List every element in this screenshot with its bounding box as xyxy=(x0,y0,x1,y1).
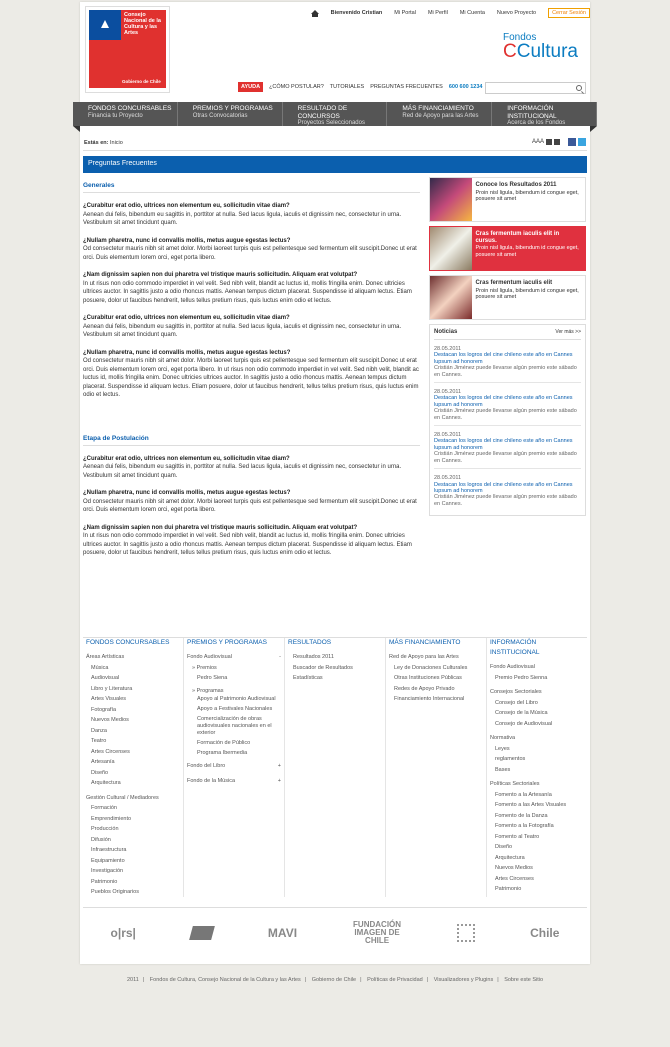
welcome-text: Bienvenido Cristian xyxy=(330,10,383,16)
centro-logo-icon[interactable] xyxy=(189,926,215,940)
nav-resultados[interactable]: RESULTADO DE CONCURSOS Proyectos Seleccionados xyxy=(283,102,388,126)
footer-link[interactable]: Nuevos Medios xyxy=(495,865,533,871)
faq-item: ¿Curabitur erat odio, ultrices non elementum eu, sollicitudin vitae diam? Aenean dui felis, bibendum eu sagittis in, porttitor at nulla. Sed lacus ligula, iaculis et dignissim nec, consectetur in urna. Vestibulum sit amet tincidunt quam. xyxy=(83,455,402,479)
breadcrumb: Estás en: Inicio xyxy=(84,140,123,146)
news-more-link[interactable]: Ver más >> xyxy=(555,329,581,335)
footer-link[interactable]: Producción xyxy=(91,826,119,832)
chile-logo[interactable]: Chile xyxy=(530,925,560,940)
footer-col-premios: PREMIOS Y PROGRAMAS Fondo Audiovisual - » Premios Pedro Siena » Programas Apoyo al Patrimonio Audiovisual Apoyo a Festivales Nacionales Comercialización de obras audiovisuales nacionales en el exterior Formación de Público Programa Ibermedia Fondo del Libro + Fondo de la Música + xyxy=(184,638,285,897)
imagen-de-chile-logo[interactable]: FUNDACIÓN IMAGEN DE CHILE xyxy=(353,919,402,945)
plus-icon[interactable] xyxy=(546,139,552,145)
footer-link[interactable]: Patrimonio xyxy=(495,886,522,892)
footer-link[interactable]: Artes Visuales xyxy=(91,696,127,702)
twitter-icon[interactable] xyxy=(578,138,586,146)
footer-link[interactable]: Formación de Público xyxy=(197,740,251,746)
ors-logo[interactable]: o|rs| xyxy=(110,925,136,940)
footer-link[interactable]: Resultados 2011 xyxy=(293,654,334,660)
faq-content xyxy=(83,182,420,567)
footer-link[interactable]: Consejo del Libro xyxy=(495,699,538,706)
page-tools xyxy=(532,138,586,146)
sidebar xyxy=(429,177,586,516)
footer-link[interactable]: Consejo de Audiovisual xyxy=(495,720,553,727)
breadcrumb-home[interactable]: Inicio xyxy=(110,140,123,146)
footer-link[interactable]: Artes Circenses xyxy=(495,875,534,882)
footer-link[interactable]: Redes de Apoyo Privado xyxy=(394,685,455,692)
logout-button[interactable]: Cerrar Sesión xyxy=(548,8,590,18)
footer-link[interactable]: Buscador de Resultados xyxy=(293,664,353,671)
footer-link[interactable]: Leyes xyxy=(495,745,510,752)
link-mi-cuenta[interactable]: Mi Cuenta xyxy=(459,10,485,16)
footer-col-fondos: FONDOS CONCURSABLES Áreas Artísticas Música Audiovisual Libro y Literatura Artes Visuales Fotografía Nuevos Medios Danza Teatro Artes Circenses Artesanía Diseño Arquitectura Gestión Cultural / Mediadores Formación Emprendimiento Producción Difusión Infraestructura Equipamiento Investigación Patrimonio Pueblos Originarios xyxy=(83,638,184,897)
footer-link[interactable]: Fomento a la Artesanía xyxy=(495,791,552,798)
footer-link[interactable]: Música xyxy=(91,664,109,671)
help-button[interactable]: AYUDA xyxy=(238,82,263,92)
news-box xyxy=(429,324,586,516)
footer-link[interactable]: Equipamiento xyxy=(91,857,125,864)
footer-link[interactable]: Fomento al Teatro xyxy=(495,833,540,840)
footer-link[interactable]: Fomento a la Fotografía xyxy=(495,823,554,829)
footer-link[interactable]: Consejo de la Música xyxy=(495,710,548,716)
cnca-logo[interactable] xyxy=(85,6,170,93)
faq-item: ¿Curabitur erat odio, ultrices non elementum eu, sollicitudin vitae diam? Aenean dui felis, bibendum eu sagittis in, porttitor at nulla. Sed lacus ligula, iaculis et dignissim nec, consectetur in urna. Vestibulum sit amet tincidunt quam. xyxy=(83,203,402,226)
footer-link[interactable]: Ley de Donaciones Culturales xyxy=(394,664,468,671)
promo-card[interactable]: Conoce los Resultados 2011 Proin nisl ligula, bibendum id congue eget, posuere sit amet xyxy=(429,177,586,222)
partner-logos xyxy=(83,907,587,957)
footer-link[interactable]: Teatro xyxy=(91,738,107,744)
footer-link[interactable]: Difusión xyxy=(91,836,111,843)
footer-link[interactable]: Patrimonio xyxy=(91,878,118,885)
footer-link[interactable]: Premio Pedro Sienna xyxy=(495,674,548,681)
minus-icon[interactable] xyxy=(554,139,560,145)
link-nuevo-proyecto[interactable]: Nuevo Proyecto xyxy=(496,10,537,16)
nav-fondos[interactable]: FONDOS CONCURSABLES Financia tu Proyecto xyxy=(73,102,178,126)
footer-col-institucional: INFORMACIÓN INSTITUCIONAL Fondo Audiovisual Premio Pedro Sienna Consejos Sectoriales Consejo del Libro Consejo de la Música Consejo de Audiovisual Normativa Leyes reglamentos Bases Políticas Sectoriales Fomento a la Artesanía Fomento a las Artes Visuales Fomento de la Danza Fomento a la Fotografía Fomento al Teatro Diseño Arquitectura Nuevos Medios Artes Circenses Patrimonio xyxy=(487,638,587,897)
faq-item: ¿Nullam pharetra, nunc id convallis mollis, metus augue egestas lectus? Od consectetur mauris nibh sit amet dolor. Morbi laoreet turpis quis est pellentesque sed fermentum elit suscipit.Donec ut erat orci. Duis elementum lorem orci, eget porta libero. xyxy=(83,237,417,261)
news-item[interactable]: 28.05.2011 Destacan los logros del cine chileno este año en Cannes lupsum ad honorem Cristián Jiménez puede llevarse algún premio este sábado en Cannes. xyxy=(434,383,581,426)
footer-link[interactable]: Diseño xyxy=(91,769,109,776)
faq-item: ¿Nullam pharetra, nunc id convallis mollis, metus augue egestas lectus? Od consectetur mauris nibh sit amet dolor. Morbi laoreet turpis quis est pellentesque sed fermentum elit suscipit.Donec ut erat orci. Duis elementum lorem orci, eget porta libero. In ut risus non odio commodo imperdiet in vel velit. Sed nibh velit, blandit ac luctus id, mollis fringilla enim. Donec ultricies ultrices auctor. In sagittis justo a odio rhoncus mattis. Aenean tempus dictum placerat. Suspendisse id aliquam lectus. Etiam posuere, dolor ut faucibus hendrerit, tellus tellus pretium risus, quis luctus enim odio et lectus. xyxy=(83,349,419,398)
news-item[interactable]: 28.05.2011 Destacan los logros del cine chileno este año en Cannes lupsum ad honorem Cristián Jiménez puede llevarse algún premio este sábado en Cannes. xyxy=(434,340,581,383)
promo-image xyxy=(430,178,472,221)
footer-link[interactable]: Artes Circenses xyxy=(91,748,130,755)
top-bar xyxy=(299,8,590,18)
footer-link[interactable]: Fomento de la Danza xyxy=(495,812,548,819)
faq-item: ¿Nullam pharetra, nunc id convallis mollis, metus augue egestas lectus? Od consectetur mauris nibh sit amet dolor. Morbi laoreet turpis quis est pellentesque sed fermentum elit suscipit.Donec ut erat orci. Duis elementum lorem orci, eget porta libero. xyxy=(83,490,417,513)
footer-link[interactable]: Infraestructura xyxy=(91,847,127,853)
footer-link[interactable]: Estadísticas xyxy=(293,675,323,681)
footer-link[interactable]: Financiamiento Internacional xyxy=(394,696,465,702)
page-title: Preguntas Frecuentes xyxy=(83,156,587,173)
footer-link[interactable]: Apoyo al Patrimonio Audiovisual xyxy=(197,696,276,702)
fondos-cultura-brand[interactable]: Fondos CCultura xyxy=(503,32,578,62)
faq-item: ¿Nam dignissim sapien non dui pharetra vel tristique mauris sollicitudin. Aliquam erat volutpat? In ut risus non odio commodo imperdiet in vel velit. Sed nibh velit, blandit ac luctus id, mollis fringilla enim. Donec ultricies ultrices auctor. In sagittis justo a odio rhoncus mattis. Aenean tempus dictum placerat. Suspendisse id aliquam lectus. Etiam posuere, dolor ut faucibus hendrerit, tellus tellus pretium risus, quis luctus enim odio et lectus. xyxy=(83,272,412,304)
footer-col-financiamiento: MÁS FINANCIAMIENTO Red de Apoyo para las Artes Ley de Donaciones Culturales Otras Instituciones Públicas Redes de Apoyo Privado Financiamiento Internacional xyxy=(386,638,487,897)
footer-link[interactable]: Investigación xyxy=(91,868,124,874)
home-icon[interactable] xyxy=(311,10,319,17)
faq-item: ¿Curabitur erat odio, ultrices non elementum eu, sollicitudin vitae diam? Aenean dui felis, bibendum eu sagittis in, porttitor at nulla. Sed lacus ligula, iaculis et dignissim nec, consectetur in urna. Vestibulum sit amet tincidunt quam. xyxy=(83,315,402,338)
link-como-postular[interactable]: ¿CÓMO POSTULAR? xyxy=(269,84,324,90)
footer-link[interactable]: Audiovisual xyxy=(91,675,120,681)
copyright-bar: 2011 | Fondos de Cultura, Consejo Nacional de la Cultura y las Artes | Gobierno de Chile | Políticas de Privacidad | Visualizadores y Plugins | Sobre este Sitio xyxy=(126,977,544,983)
news-title: Noticias xyxy=(434,329,458,335)
footer-link[interactable]: Artesanía xyxy=(91,759,115,765)
moneda-logo-icon[interactable] xyxy=(457,924,475,942)
page xyxy=(80,2,590,964)
footer-link[interactable]: Otras Instituciones Públicas xyxy=(394,675,462,681)
footer-link[interactable]: Nuevos Medios xyxy=(91,717,129,723)
font-size-control[interactable]: AAA xyxy=(531,139,544,145)
facebook-icon[interactable] xyxy=(568,138,576,146)
footer-link[interactable]: Libro y Literatura xyxy=(91,685,133,692)
section-title: Etapa de Postulación xyxy=(83,435,420,446)
divider xyxy=(83,150,587,151)
promo-card[interactable]: Cras fermentum iaculis elit Proin nisl ligula, bibendum id congue eget, posuere sit amet xyxy=(429,275,586,320)
logo-title: Consejo Nacional de la Cultura y las Artes xyxy=(121,10,166,88)
search-icon[interactable] xyxy=(576,85,582,91)
footer-link[interactable]: Pueblos Originarios xyxy=(91,889,139,895)
link-mi-perfil[interactable]: Mi Perfil xyxy=(427,10,448,16)
nav-financiamiento[interactable]: MÁS FINANCIAMIENTO Red de Apoyo para las Artes xyxy=(387,102,492,126)
footer-link[interactable]: Comercialización de obras audiovisuales nacionales en el exterior xyxy=(197,716,272,736)
footer-link[interactable]: Bases xyxy=(495,766,511,773)
footer-link[interactable]: Apoyo a Festivales Nacionales xyxy=(197,706,273,712)
footer-link[interactable]: reglamentos xyxy=(495,756,526,762)
footer-link[interactable]: Programa Ibermedia xyxy=(197,750,248,756)
footer-link[interactable]: Diseño xyxy=(495,844,513,850)
link-tutoriales[interactable]: TUTORIALES xyxy=(329,84,365,90)
promo-image xyxy=(430,276,472,319)
link-preguntas[interactable]: PREGUNTAS FRECUENTES xyxy=(370,84,443,90)
footer-link[interactable]: Arquitectura xyxy=(495,854,525,861)
promo-image xyxy=(430,227,472,270)
footer-col-resultados: RESULTADOS Resultados 2011 Buscador de Resultados Estadísticas xyxy=(285,638,386,897)
nav-premios[interactable]: PREMIOS Y PROGRAMAS Otras Convocatorias xyxy=(178,102,283,126)
footer-sitemap xyxy=(83,637,587,897)
footer-link[interactable]: Emprendimiento xyxy=(91,815,132,822)
footer-link[interactable]: Danza xyxy=(91,727,107,734)
faq-item: ¿Nam dignissim sapien non dui pharetra vel tristique mauris sollicitudin. Aliquam erat volutpat? In ut risus non odio commodo imperdiet in vel velit. Sed nibh velit, blandit ac luctus id, mollis fringilla enim. Donec ultricies ultrices auctor. In sagittis justo a odio rhoncus mattis. Aenean tempus dictum placerat. Suspendisse id aliquam lectus. Etiam posuere, dolor ut faucibus hendrerit, tellus tellus pretium risus, quis luctus enim odio et lectus. xyxy=(83,524,412,556)
news-item[interactable]: 28.05.2011 Destacan los logros del cine chileno este año en Cannes lupsum ad honorem Cristián Jiménez puede llevarse algún premio este sábado en Cannes. xyxy=(434,426,581,469)
main-nav xyxy=(73,102,597,126)
promo-card[interactable]: Cras fermentum iaculis elit in cursus. Proin nisl ligula, bibendum id congue eget, posuere sit amet xyxy=(429,226,586,271)
search-input[interactable] xyxy=(485,82,586,94)
footer-link[interactable]: Fomento a las Artes Visuales xyxy=(495,802,567,808)
news-item[interactable]: 28.05.2011 Destacan los logros del cine chileno este año en Cannes lupsum ad honorem Cristián Jiménez puede llevarse algún premio este sábado en Cannes. xyxy=(434,475,577,507)
logo-sub: Gobierno de Chile xyxy=(122,79,161,84)
footer-link[interactable]: Formación xyxy=(91,805,117,811)
nav-institucional[interactable]: INFORMACIÓN INSTITUCIONAL Acerca de los Fondos xyxy=(492,102,597,126)
footer-link[interactable]: Arquitectura xyxy=(91,780,121,786)
section-title: Generales xyxy=(83,182,420,193)
footer-link[interactable]: Fotografía xyxy=(91,706,117,713)
phone-number: 600 600 1234 xyxy=(448,84,483,90)
mavi-logo[interactable]: MAVI xyxy=(267,925,298,940)
utility-bar xyxy=(238,82,489,92)
link-mi-portal[interactable]: Mi Portal xyxy=(394,10,416,16)
